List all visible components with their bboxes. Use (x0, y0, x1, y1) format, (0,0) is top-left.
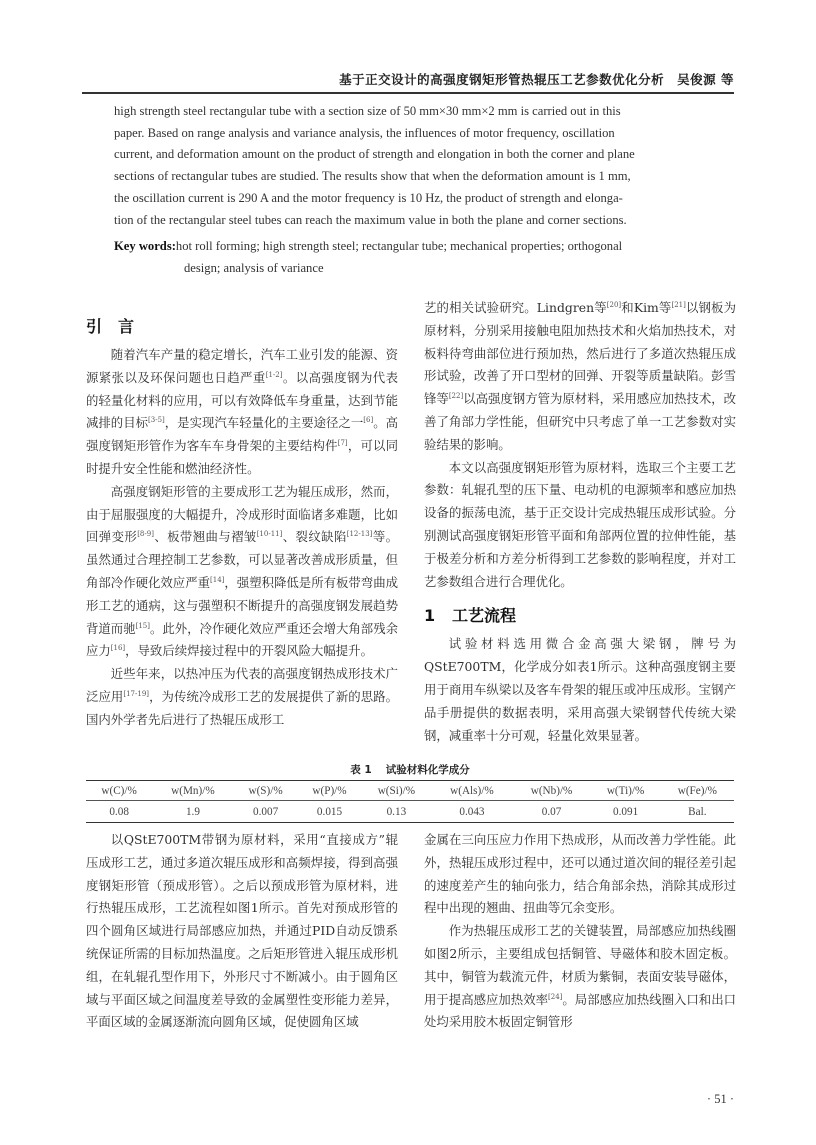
right-column-bottom (424, 829, 736, 1034)
process-paragraph-2: 金属在三向压应力作用下热成形，从而改善力学性能。此外，热辊压成形过程中，还可以通过道次间的辊径差引起的速度差产生的轴向张力，结合角部余热，消除其成形过程中出现的翘曲、扭曲等冗余变形。 (424, 832, 736, 916)
table-header-cell: w(Fe)/% (661, 781, 734, 801)
abstract-line: paper. Based on range analysis and variance analysis, the influences of motor frequency, oscillation (114, 125, 615, 140)
table-header-cell: w(Ti)/% (591, 781, 661, 801)
table-cell: 1.9 (152, 801, 233, 823)
table-header-cell: w(Als)/% (431, 781, 512, 801)
intro-paragraph-3: 近些年来，以热冲压为代表的高强度钢热成形技术广泛应用[17-19]，为传统冷成形工艺的发展提供了新的思路。国内外学者先后进行了热辊压成形工 (86, 666, 399, 727)
abstract-line: current, and deformation amount on the product of strength and elongation in both the corner and plane (114, 147, 635, 162)
right-paragraph-2: 本文以高强度钢矩形管为原材料，选取三个主要工艺参数：轧辊孔型的压下量、电动机的电源频率和感应加热设备的振荡电流，基于正交设计完成热辊压成形试验。分别测试高强度钢矩形管平面和角部两位置的拉伸性能，基于极差分析和方差分析得到工艺参数的影响程度，并对工艺参数组合进行合理优化。 (424, 459, 736, 589)
left-column-bottom (86, 829, 398, 1034)
chemical-composition-table (86, 780, 734, 823)
abstract-line: high strength steel rectangular tube with a section size of 50 mm×30 mm×2 mm is carried out in this (114, 104, 621, 118)
table-cell: 0.091 (591, 801, 661, 823)
english-abstract (114, 101, 708, 231)
table-header-row (86, 781, 734, 801)
table-header-cell: w(C)/% (86, 781, 152, 801)
abstract-line: the oscillation current is 290 A and the motor frequency is 10 Hz, the product of strength and elonga- (114, 190, 623, 205)
section-1-paragraph: 试验材料选用微合金高强大梁钢，牌号为QStE700TM，化学成分如表1所示。这种高强度钢主要用于商用车纵梁以及客车骨架的辊压或冲压成形。宝钢产品手册提供的数据表明，采用高强大梁钢替代传统大梁钢，减重率十分可观，轻量化效果显著。 (424, 636, 736, 743)
intro-paragraph-1: 随着汽车产量的稳定增长，汽车工业引发的能源、资源紧张以及环保问题也日趋严重[1-2]。以高强度钢为代表的轻量化材料的应用，可以有效降低车身重量，达到节能减排的目标[3-5]，是实现汽车轻量化的主要途径之一[6]。高强度钢矩形管作为客车车身骨架的主要结构件[7]，可以同时提升安全性能和燃油经济性。 (86, 347, 399, 476)
keywords-text: hot roll forming; high strength steel; rectangular tube; mechanical properties; orthogonal (175, 239, 623, 253)
table-number: 表 1 (350, 764, 372, 776)
page-number: · 51 · (706, 1092, 734, 1106)
table-header-cell: w(Si)/% (361, 781, 431, 801)
keywords-block (114, 236, 708, 279)
left-column-top (86, 310, 398, 732)
abstract-line: tion of the rectangular steel tubes can reach the maximum value in both the plane and corner sections. (114, 212, 627, 227)
keywords-label: Key words: (114, 239, 176, 253)
table-header-cell: w(S)/% (234, 781, 298, 801)
table-row (86, 801, 734, 823)
table-cell: 0.08 (86, 801, 152, 823)
process-paragraph-1: 以QStE700TM带钢为原材料，采用“直接成方”辊压成形工艺，通过多道次辊压成形和高频焊接，得到高强度钢矩形管（预成形管）。之后以预成形管为原材料，进行热辊压成形，工艺流程如图1所示。首先对预成形管的四个圆角区域进行局部感应加热，并通过PID自动反馈系统保证所需的目标加热温度。之后矩形管进入辊压成形机组，在轧辊孔型作用下，外形尺寸不断减小。由于圆角区域与平面区域之间温度差导致的金属塑性变形能力差异，平面区域的金属逐渐流向圆角区域，促使圆角区域 (86, 832, 398, 1030)
intro-heading: 引 言 (86, 317, 135, 336)
table-cell: 0.13 (361, 801, 431, 823)
table-cell: 0.015 (298, 801, 362, 823)
process-paragraph-3: 作为热辊压成形工艺的关键装置，局部感应加热线圈如图2所示，主要组成包括铜管、导磁体和胶木固定板。其中，铜管为载流元件，材质为紫铜，表面安装导磁体，用于提高感应加热效率[24]。局部感应加热线圈入口和出口处均采用胶木板固定铜管形 (424, 923, 737, 1030)
table-header-cell: w(Mn)/% (152, 781, 233, 801)
header-rule (82, 92, 734, 94)
table-header-cell: w(P)/% (298, 781, 362, 801)
table-cell: 0.07 (513, 801, 591, 823)
intro-paragraph-2: 高强度钢矩形管的主要成形工艺为辊压成形，然而，由于屈服强度的大幅提升，冷成形时面临诸多难题，比如回弹变形[8-9]、板带翘曲与褶皱[10-11]、裂纹缺陷[12-13]等。虽然通过合理控制工艺参数，可以显著改善成形质量，但角部冷作硬化效应严重[14]，强塑积降低是所有板带弯曲成形工艺的通病，这与强塑积不断提升的高强度钢发展趋势背道而驰[15]。此外，冷作硬化效应严重还会增大角部残余应力[16]，导致后续焊接过程中的开裂风险大幅提升。 (86, 483, 399, 659)
section-title: 工艺流程 (452, 606, 517, 626)
table-cell: 0.043 (431, 801, 512, 823)
table-caption (86, 762, 734, 777)
running-header: 基于正交设计的高强度钢矩形管热辊压工艺参数优化分析 吴俊源 等 (339, 72, 734, 87)
table-cell: Bal. (661, 801, 734, 823)
table-cell: 0.007 (234, 801, 298, 823)
table-header-cell: w(Nb)/% (513, 781, 591, 801)
section-1-heading (424, 599, 736, 633)
table-title: 试验材料化学成分 (385, 764, 470, 776)
right-column-top (424, 297, 736, 747)
section-number: 1 (424, 606, 436, 626)
keywords-text-continued: design; analysis of variance (184, 260, 324, 275)
right-paragraph-1: 艺的相关试验研究。Lindgren等[20]和Kim等[21]以钢板为原材料，分别采用接触电阻加热技术和火焰加热技术，对板料待弯曲部位进行预加热，然后进行了多道次热辊压成形试验，改善了开口型材的回弹、开裂等质量缺陷。彭雪锋等[22]以高强度钢方管为原材料，采用感应加热技术，改善了角部力学性能，但研究中只考虑了单一工艺参数对实验结果的影响。 (424, 300, 737, 452)
abstract-line: sections of rectangular tubes are studied. The results show that when the deformation amount is 1 mm, (114, 169, 631, 184)
